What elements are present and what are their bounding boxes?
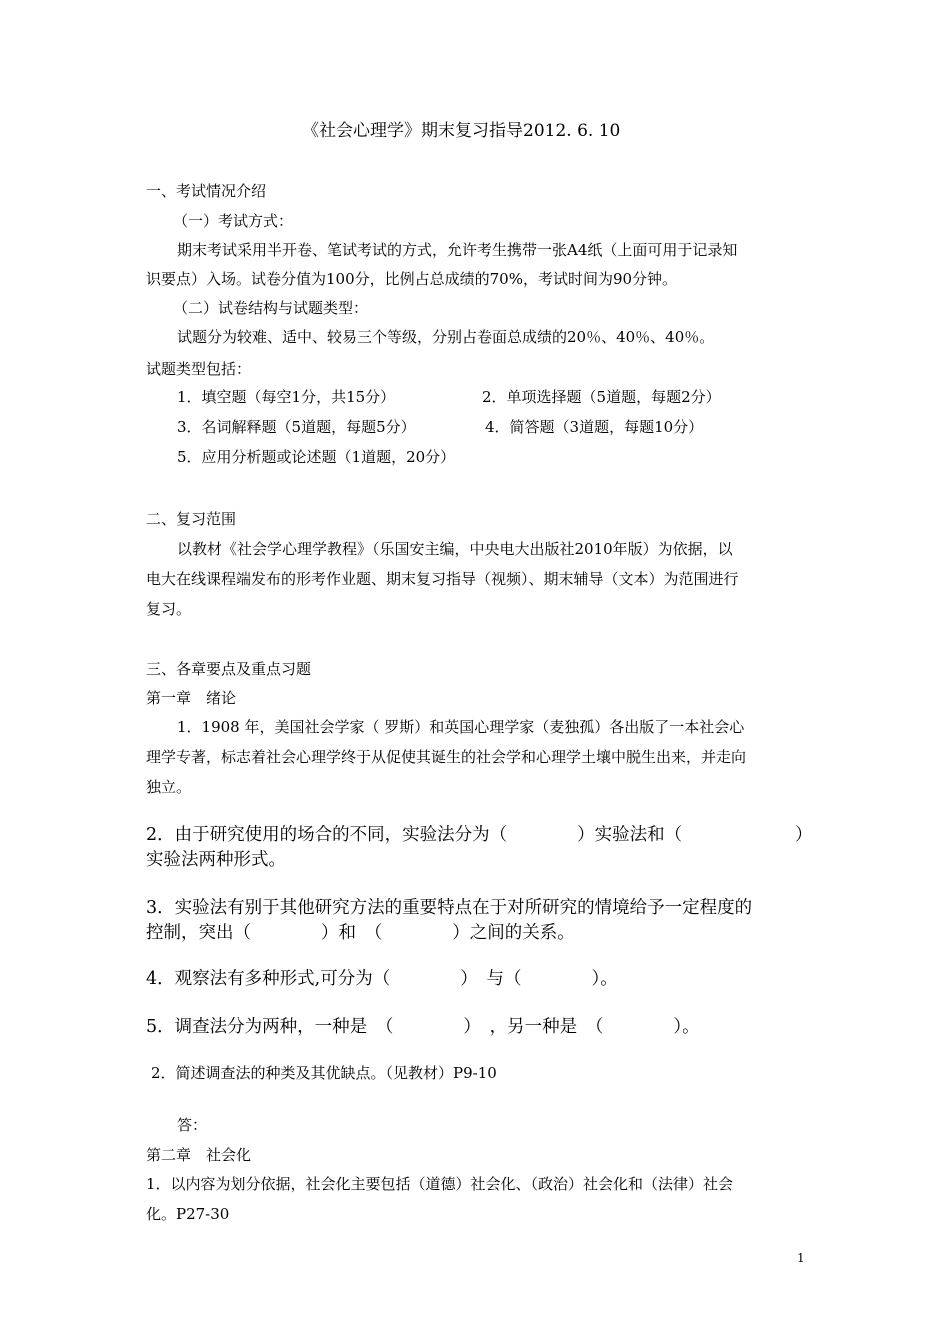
chapter1-q1-line1: 1．1908 年，美国社会学家（ 罗斯）和英国心理学家（麦独孤）各出版了一本社会心	[177, 718, 745, 736]
chapter2-q1-line2: 化。P27-30	[146, 1205, 230, 1223]
paragraph-exam-method-line2: 识要点）入场。试卷分值为100分，比例占总成绩的70%，考试时间为90分钟。	[146, 270, 678, 288]
chapter1-q3-line1: 3．实验法有别于其他研究方法的重要特点在于对所研究的情境给予一定程度的	[146, 898, 753, 918]
chapter1-q3-line2: 控制，突出（ ）和 （ ）之间的关系。	[146, 923, 575, 943]
question-type-short-answer: 4．简答题（3道题，每题10分）	[485, 418, 704, 436]
section1-heading: 一、考试情况介绍	[146, 182, 267, 200]
chapter1-q1-line3: 独立。	[146, 778, 192, 796]
chapter1-short-answer-q2: 2．简述调查法的种类及其优缺点。（见教材）P9-10	[151, 1064, 497, 1082]
paragraph-difficulty: 试题分为较难、适中、较易三个等级，分别占卷面总成绩的20％、40％、40％。	[177, 328, 715, 346]
chapter1-q4: 4．观察法有多种形式,可分为（ ） 与（ ）。	[146, 969, 618, 989]
subsection-exam-method: （一）考试方式：	[173, 212, 294, 230]
answer-label: 答：	[177, 1116, 208, 1134]
question-type-single-choice: 2．单项选择题（5道题，每题2分）	[482, 388, 721, 406]
chapter2-heading: 第二章 社会化	[146, 1146, 252, 1164]
review-scope-line2: 电大在线课程端发布的形考作业题、期末复习指导（视频）、期末辅导（文本）为范围进行	[146, 570, 739, 588]
chapter2-q1-line1: 1．以内容为划分依据，社会化主要包括（道德）社会化、（政治）社会化和（法律）社会	[146, 1175, 734, 1193]
paragraph-exam-method-line1: 期末考试采用半开卷、笔试考试的方式，允许考生携带一张A4纸（上面可用于记录知	[177, 241, 738, 259]
chapter1-heading: 第一章 绪论	[146, 689, 237, 707]
subsection-exam-structure: （二）试卷结构与试题类型：	[173, 299, 369, 317]
question-types-label: 试题类型包括：	[146, 360, 252, 378]
review-scope-line1: 以教材《社会学心理学教程》（乐国安主编，中央电大出版社2010年版）为依据，以	[177, 540, 733, 558]
question-type-fill-blank: 1．填空题（每空1分，共15分）	[177, 388, 396, 406]
page-title: 《社会心理学》期末复习指导2012. 6. 10	[302, 121, 621, 141]
chapter1-q1-line2: 理学专著，标志着社会心理学终于从促使其诞生的社会学和心理学土壤中脱生出来，并走向	[146, 748, 747, 766]
question-type-essay: 5．应用分析题或论述题（1道题，20分）	[177, 448, 456, 466]
page-number: 1	[797, 1251, 805, 1265]
chapter1-q2-line1: 2．由于研究使用的场合的不同，实验法分为（ ）实验法和（	[146, 825, 683, 845]
chapter1-q5: 5．调查法分为两种，一种是 （ ） ，另一种是 （ ）。	[146, 1017, 700, 1037]
review-scope-line3: 复习。	[146, 600, 192, 618]
chapter1-q2-closing-paren: ）	[795, 825, 813, 845]
section3-heading: 三、各章要点及重点习题	[146, 660, 312, 678]
chapter1-q2-line2: 实验法两种形式。	[146, 850, 286, 870]
section2-heading: 二、复习范围	[146, 510, 237, 528]
question-type-term-explanation: 3．名词解释题（5道题，每题5分）	[177, 418, 416, 436]
